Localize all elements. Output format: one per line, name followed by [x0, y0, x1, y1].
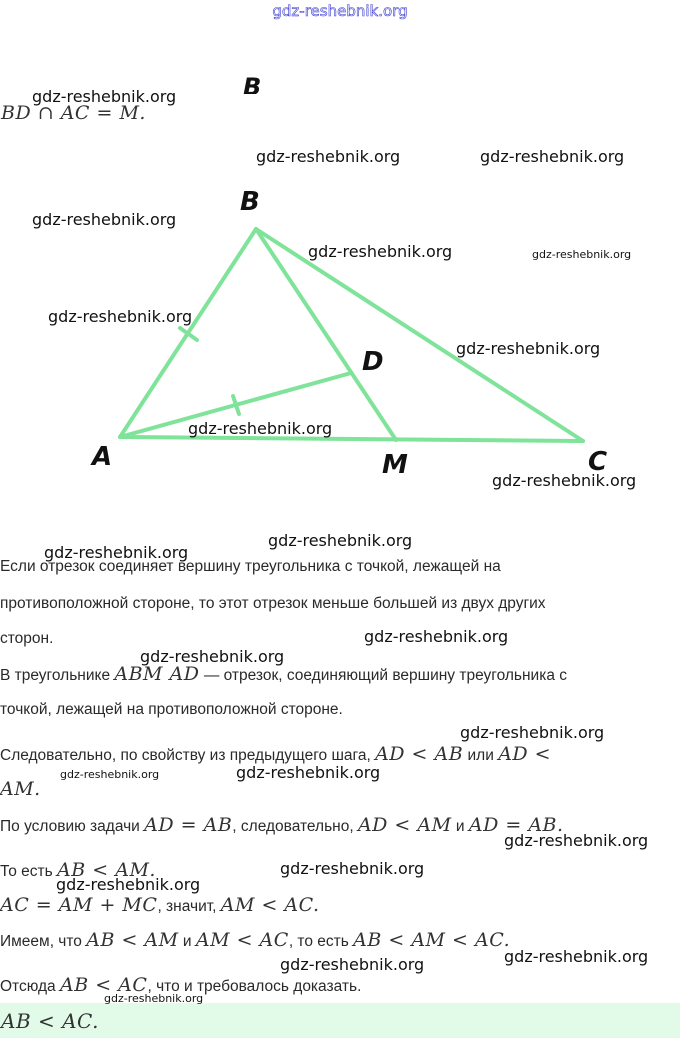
solution-text: , следовательно,: [232, 818, 358, 835]
solution-line: противоположной стороне, то этот отрезок меньше большей из двух других: [0, 595, 546, 612]
math-expression: AD < AB: [375, 743, 464, 765]
solution-line: [0, 778, 41, 800]
watermark: gdz-reshebnik.org: [532, 248, 632, 261]
solution-line: сторон.: [0, 630, 54, 647]
solution-text: и: [178, 933, 196, 950]
solution-text: — отрезок, соединяющий вершину треугольника с: [199, 667, 567, 684]
watermark: gdz-reshebnik.org: [480, 147, 625, 166]
solution-text: То есть: [0, 863, 58, 880]
label-m: M: [382, 450, 408, 480]
watermark: gdz-reshebnik.org: [48, 307, 193, 326]
solution-line: Если отрезок соединяет вершину треугольника с точкой, лежащей на: [0, 558, 501, 575]
answer-expression: AB < AC.: [1, 1009, 100, 1033]
solution-line: [0, 743, 551, 765]
watermark: gdz-reshebnik.org: [504, 831, 649, 850]
math-expression: AB < AM: [86, 929, 179, 951]
watermark: gdz-reshebnik.org: [492, 471, 637, 490]
watermark: gdz-reshebnik.org: [460, 723, 605, 742]
math-expression: AB < AM.: [57, 859, 156, 881]
math-expression: AD <: [498, 743, 552, 765]
label-c: C: [588, 447, 608, 477]
math-expression: AD < AM: [357, 814, 452, 836]
watermark: gdz-reshebnik.org: [32, 210, 177, 229]
solution-text: Имеем, что: [0, 933, 87, 950]
watermark: gdz-reshebnik.org: [364, 627, 509, 646]
solution-text: В треугольнике: [0, 667, 115, 684]
watermark: gdz-reshebnik.org: [32, 87, 177, 106]
intersection-statement: BD ∩ AC = M.: [1, 102, 146, 124]
label-b: B: [240, 187, 260, 217]
math-expression: AC = AM + MC: [0, 894, 158, 916]
math-expression: AM < AC: [195, 929, 289, 951]
watermark: gdz-reshebnik.org: [280, 955, 425, 974]
answer-box: [0, 1003, 680, 1038]
watermark: gdz-reshebnik.org: [256, 147, 401, 166]
math-expression: AM < AC.: [220, 894, 320, 916]
solution-line: [0, 929, 510, 951]
solution-line: [0, 814, 564, 836]
watermark: gdz-reshebnik.org: [140, 647, 285, 666]
solution-text: Отсюда: [0, 978, 60, 995]
watermark: gdz-reshebnik.org: [280, 859, 425, 878]
solution-text: Следовательно, по свойству из предыдущего шага,: [0, 747, 376, 764]
watermark: gdz-reshebnik.org: [504, 947, 649, 966]
cut-letter: B: [243, 73, 262, 94]
math-expression: AB < AC: [60, 974, 148, 996]
watermark: gdz-reshebnik.org: [60, 768, 160, 781]
solution-text: и: [451, 818, 469, 835]
solution-text: , значит,: [157, 898, 221, 915]
watermark: gdz-reshebnik.org: [456, 339, 601, 358]
solution-line: [0, 663, 567, 685]
solution-line: точкой, лежащей на противоположной стороне.: [0, 701, 343, 718]
math-expression: ABM AD: [114, 663, 200, 685]
watermark: gdz-reshebnik.org: [188, 419, 333, 438]
solution-text: По условию задачи: [0, 818, 145, 835]
label-d: D: [362, 347, 384, 377]
watermark: gdz-reshebnik.org: [104, 992, 204, 1005]
watermark: gdz-reshebnik.org: [56, 875, 201, 894]
math-expression: AB < AM < AC.: [353, 929, 511, 951]
site-link[interactable]: gdz-reshebnik.org: [272, 2, 408, 20]
math-expression: AD = AB: [144, 814, 233, 836]
tick-ad: [233, 396, 239, 414]
watermark: gdz-reshebnik.org: [308, 242, 453, 261]
math-expression: AD = AB.: [468, 814, 564, 836]
watermark: gdz-reshebnik.org: [236, 763, 381, 782]
solution-text: , что и требовалось доказать.: [147, 978, 362, 995]
watermark: gdz-reshebnik.org: [268, 531, 413, 550]
solution-text: , то есть: [288, 933, 354, 950]
label-a: A: [92, 442, 113, 472]
solution-line: [0, 894, 320, 916]
solution-text: или: [463, 747, 499, 764]
watermark: gdz-reshebnik.org: [44, 543, 189, 562]
math-expression: AM.: [0, 778, 41, 800]
